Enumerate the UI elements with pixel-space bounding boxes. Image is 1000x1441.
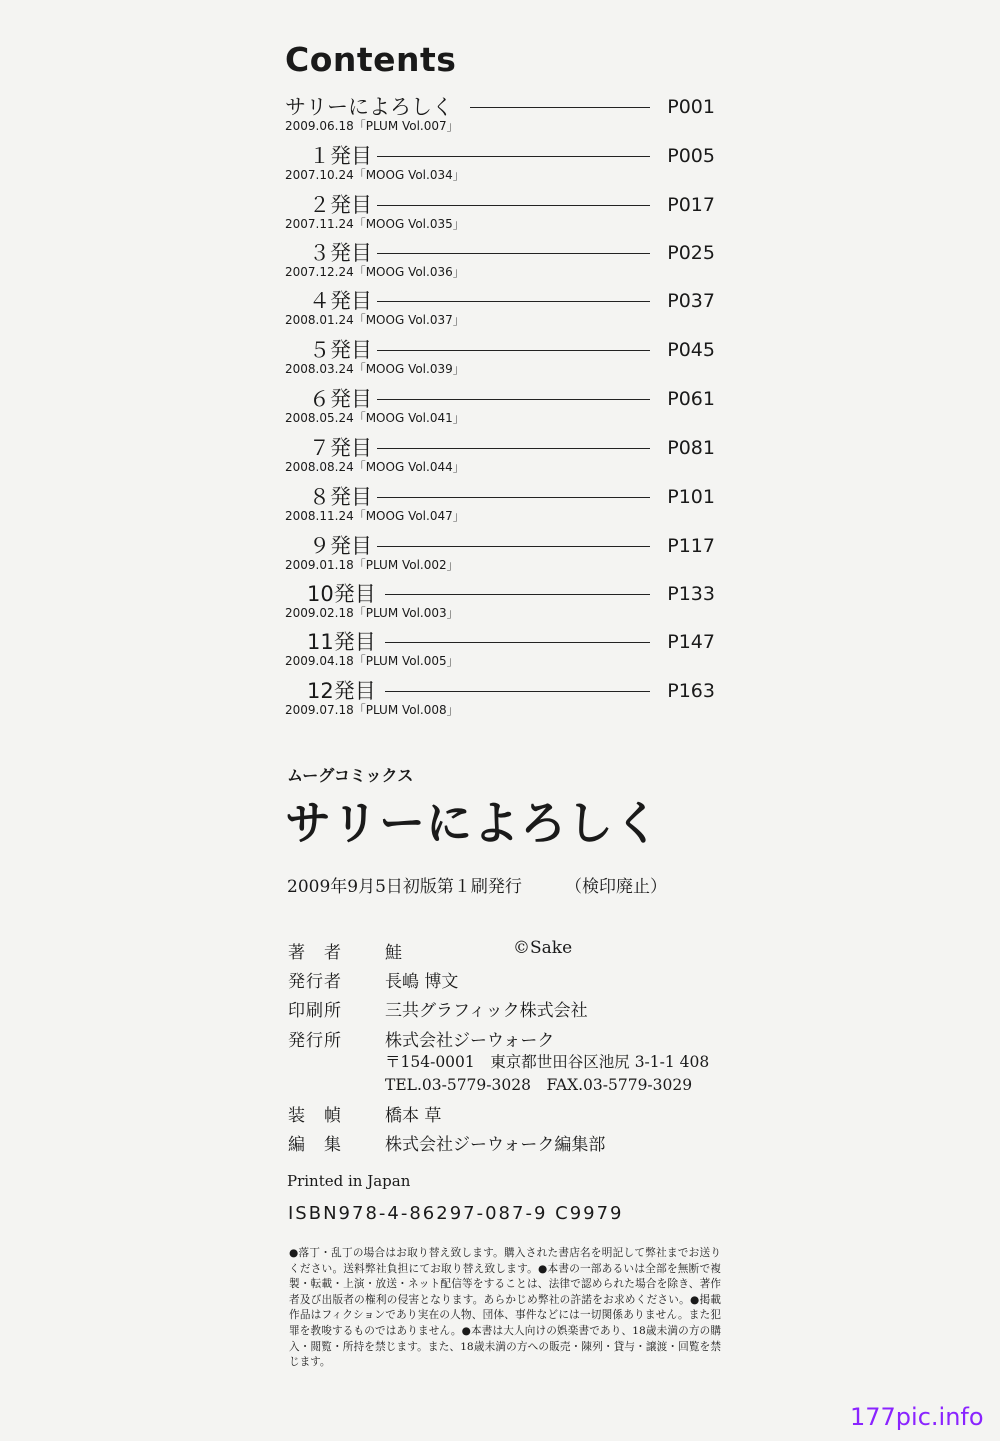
toc-entry: [285, 94, 715, 142]
toc-entry: [285, 192, 715, 240]
toc-leader-line: [377, 350, 650, 351]
toc-title: ５発目: [309, 338, 372, 362]
toc-title: 11発目: [307, 630, 376, 654]
credit-label: 装 幀: [288, 1106, 342, 1126]
toc-page: P037: [667, 290, 715, 312]
toc-title: ６発目: [309, 387, 372, 411]
toc-page: P061: [667, 388, 715, 410]
toc-page: P147: [667, 631, 715, 653]
toc-entry: [285, 337, 715, 385]
credit-label: 発行者: [288, 972, 342, 992]
publication-date: 2009年9月5日初版第１刷発行: [287, 877, 522, 897]
toc-title: サリーによろしく: [285, 95, 453, 119]
seal-note: （検印廃止）: [565, 877, 667, 897]
printed-in: Printed in Japan: [287, 1172, 411, 1190]
credit-label: 発行所: [288, 1031, 342, 1051]
toc-page: P025: [667, 242, 715, 264]
toc-entry: [285, 678, 715, 726]
toc-leader-line: [377, 301, 650, 302]
credit-label: 印刷所: [288, 1001, 342, 1021]
toc-source: 2008.11.24「MOOG Vol.047」: [285, 509, 465, 523]
toc-source: 2008.03.24「MOOG Vol.039」: [285, 362, 465, 376]
toc-title: ９発目: [309, 534, 372, 558]
credit-label: 著 者: [288, 943, 342, 963]
book-title: サリーによろしく: [285, 796, 661, 850]
toc-entry: [285, 435, 715, 483]
toc-leader-line: [385, 691, 650, 692]
toc-leader-line: [377, 497, 650, 498]
toc-page: P163: [667, 680, 715, 702]
toc-source: 2007.10.24「MOOG Vol.034」: [285, 168, 465, 182]
toc-title: ７発目: [309, 436, 372, 460]
toc-title: ２発目: [309, 193, 372, 217]
toc-page: P101: [667, 486, 715, 508]
toc-entry: [285, 143, 715, 191]
copyright: ©Sake: [513, 938, 573, 958]
toc-entry: [285, 581, 715, 629]
credit-label: 編 集: [288, 1135, 342, 1155]
toc-page: P017: [667, 194, 715, 216]
toc-source: 2009.04.18「PLUM Vol.005」: [285, 654, 459, 668]
credit-value: 三共グラフィック株式会社: [385, 1001, 588, 1021]
toc-title: ８発目: [309, 485, 372, 509]
series-label: ムーグコミックス: [287, 766, 414, 785]
address-line: 〒154-0001 東京都世田谷区池尻 3-1-1 408: [385, 1053, 710, 1071]
credit-value: 長嶋 博文: [385, 972, 459, 992]
isbn: ISBN978-4-86297-087-9 C9979: [288, 1203, 624, 1224]
toc-leader-line: [377, 546, 650, 547]
toc-source: 2009.01.18「PLUM Vol.002」: [285, 558, 459, 572]
toc-title: ４発目: [309, 289, 372, 313]
toc-source: 2009.02.18「PLUM Vol.003」: [285, 606, 459, 620]
toc-title: １発目: [309, 144, 372, 168]
toc-entry: [285, 386, 715, 434]
toc-leader-line: [377, 253, 650, 254]
credit-value: 鮭: [385, 943, 402, 963]
toc-entry: [285, 288, 715, 336]
toc-entry: [285, 484, 715, 532]
toc-page: P045: [667, 339, 715, 361]
credit-value: 株式会社ジーウォーク編集部: [385, 1135, 606, 1155]
watermark: 177pic.info: [850, 1403, 984, 1431]
toc-source: 2009.07.18「PLUM Vol.008」: [285, 703, 459, 717]
toc-entry: [285, 240, 715, 288]
toc-leader-line: [385, 642, 650, 643]
toc-page: P117: [667, 535, 715, 557]
phone-line: TEL.03-5779-3028 FAX.03-5779-3029: [385, 1076, 693, 1094]
toc-title: ３発目: [309, 241, 372, 265]
toc-source: 2007.12.24「MOOG Vol.036」: [285, 265, 465, 279]
toc-leader-line: [377, 156, 650, 157]
toc-source: 2008.01.24「MOOG Vol.037」: [285, 313, 465, 327]
toc-leader-line: [377, 205, 650, 206]
toc-leader-line: [470, 107, 650, 108]
toc-page: P133: [667, 583, 715, 605]
credit-value: 橋本 草: [385, 1106, 442, 1126]
toc-page: P001: [667, 96, 715, 118]
legal-notice: ●落丁・乱丁の場合はお取り替え致します。購入された書店名を明記して弊社までお送りください。送料弊社負担にてお取り替え致します。●本書の一部あるいは全部を無断で複製・転載・上演・放送・ネット配信等をすることは、法律で認められた場合を除き、著作者及び出版者の権利の侵害となります。あらかじめ弊社の許諾をお求めください。●掲載作品はフィクションであり実在の人物、団体、事件などには一切関係ありません。また犯罪を教唆するものではありません。●本書は大人向けの娯楽書であり、18歳未満の方の購入・閲覧・所持を禁じます。また、18歳未満の方への販売・陳列・貸与・譲渡・回覧を禁じます。: [289, 1247, 721, 1369]
credit-value: 株式会社ジーウォーク: [385, 1031, 555, 1051]
toc-page: P005: [667, 145, 715, 167]
toc-title: 12発目: [307, 679, 376, 703]
toc-title: 10発目: [307, 582, 376, 606]
toc-source: 2008.08.24「MOOG Vol.044」: [285, 460, 465, 474]
contents-heading: Contents: [285, 40, 457, 79]
toc-page: P081: [667, 437, 715, 459]
toc-source: 2008.05.24「MOOG Vol.041」: [285, 411, 465, 425]
toc-source: 2009.06.18「PLUM Vol.007」: [285, 119, 459, 133]
toc-source: 2007.11.24「MOOG Vol.035」: [285, 217, 465, 231]
toc-entry: [285, 629, 715, 677]
toc-leader-line: [377, 448, 650, 449]
toc-leader-line: [377, 399, 650, 400]
toc-entry: [285, 533, 715, 581]
toc-leader-line: [385, 594, 650, 595]
